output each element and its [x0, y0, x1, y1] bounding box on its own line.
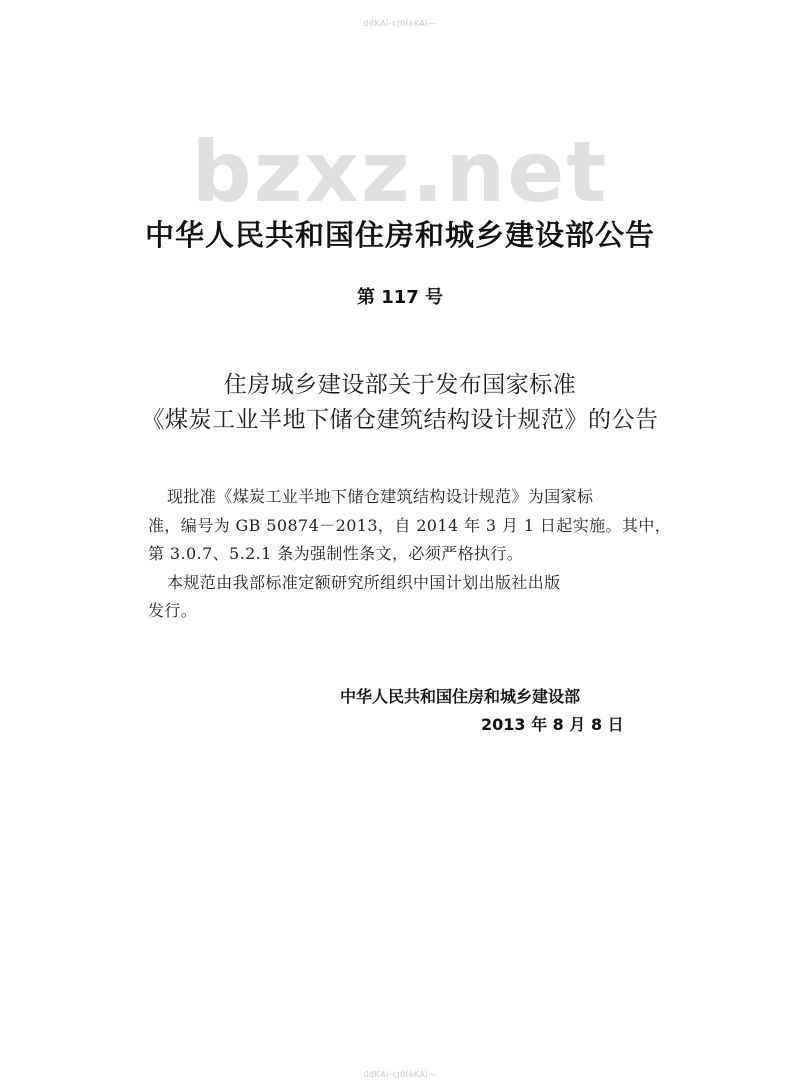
page-header-text: đđKAì-cJ0ÏàKAì— [363, 19, 437, 28]
body-line-4: 本规范由我部标准定额研究所组织中国计划出版社出版 [167, 573, 561, 592]
signature-organization: 中华人民共和国住房和城乡建设部 [340, 687, 581, 706]
watermark: bzxz.net [191, 123, 609, 221]
subtitle-line-1: 住房城乡建设部关于发布国家标准 [223, 372, 577, 398]
announcement-title: 中华人民共和国住房和城乡建设部公告 [144, 218, 655, 252]
body-line-2: 准，编号为 GB 50874－2013，自 2014 年 3 月 1 日起实施。其中， [148, 516, 672, 535]
body-line-5: 发行。 [148, 601, 198, 620]
page-footer-text: đđKAì-cJ0ÏàKAì— [363, 1070, 437, 1079]
signature-date: 2013 年 8 月 8 日 [481, 715, 624, 734]
body-line-3: 第 3.0.7、5.2.1 条为强制性条文，必须严格执行。 [148, 544, 524, 563]
subtitle-line-2: 《煤炭工业半地下储仓建筑结构设计规范》的公告 [141, 407, 659, 433]
announcement-number: 第 117 号 [356, 287, 444, 308]
body-line-1: 现批准《煤炭工业半地下储仓建筑结构设计规范》为国家标 [167, 487, 594, 506]
